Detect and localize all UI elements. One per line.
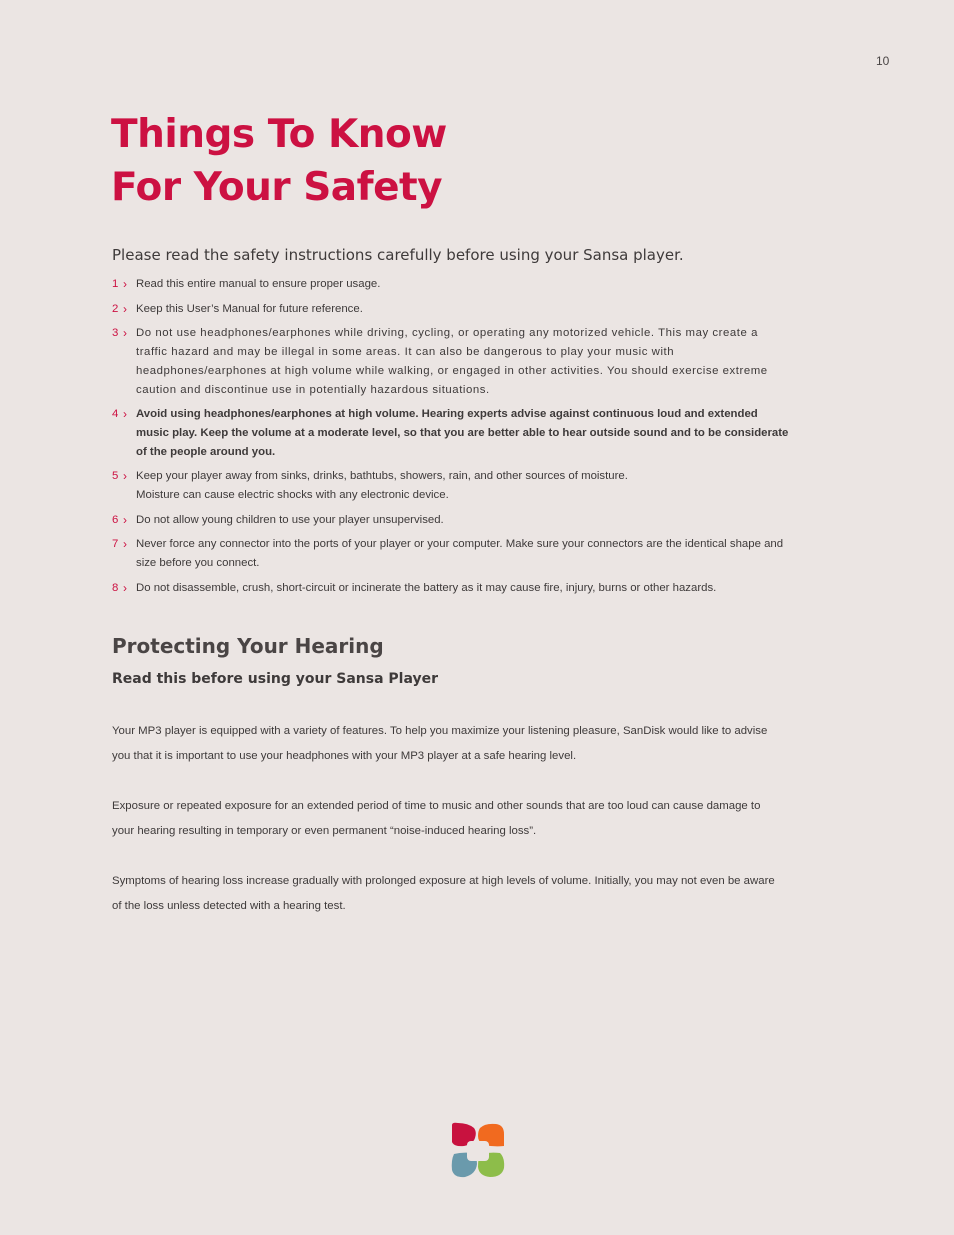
title-line-2: For Your Safety: [111, 165, 443, 210]
list-item: [112, 579, 792, 598]
chevron-right-icon: ›: [123, 512, 127, 527]
title-line-1: Things To Know: [111, 112, 447, 157]
list-item: [112, 535, 792, 572]
list-item: [112, 511, 792, 530]
list-item: [112, 300, 792, 319]
safety-list: [112, 275, 792, 604]
item-number: 2: [112, 302, 119, 315]
page-title: [111, 108, 447, 214]
item-text: Do not allow young children to use your player unsupervised.: [136, 513, 444, 526]
paragraph: Symptoms of hearing loss increase gradually with prolonged exposure at high levels of volume. Initially, you may not even be aware of the loss unless detected with a hearing test.: [112, 875, 775, 912]
paragraph: Exposure or repeated exposure for an extended period of time to music and other sounds that are too loud can cause damage to your hearing resulting in temporary or even permanent “noise-induced hearing loss”.: [112, 800, 761, 837]
item-text: Do not use headphones/earphones while driving, cycling, or operating any motorized vehicle. This may create a traffic hazard and may be illegal in some areas. It can also be dangerous to play your music with headphones/earphones at high volume while walking, or engaged in other activities. You should exercise extreme caution and discontinue use in potentially hazardous situations.: [136, 327, 768, 396]
item-text: Read this entire manual to ensure proper usage.: [136, 278, 381, 290]
item-text: Never force any connector into the ports of your player or your computer. Make sure your connectors are the identical shape and size before you connect.: [136, 538, 784, 570]
item-text-line-1: Keep your player away from sinks, drinks, bathtubs, showers, rain, and other sources of moisture.: [136, 470, 628, 483]
item-number: 3: [112, 327, 119, 340]
paragraph: Your MP3 player is equipped with a variety of features. To help you maximize your listening pleasure, SanDisk would like to advise you that it is important to use your headphones with your MP3 player at a safe hearing level.: [112, 725, 768, 762]
item-text: [136, 467, 792, 504]
chevron-right-icon: ›: [123, 407, 127, 422]
item-number: 6: [112, 513, 119, 526]
list-item: [112, 275, 792, 294]
item-number: 7: [112, 538, 119, 551]
item-number: 1: [112, 278, 119, 290]
section-title: Protecting Your Hearing: [112, 634, 384, 658]
item-text: Do not disassemble, crush, short-circuit or incinerate the battery as it may cause fire, injury, burns or other hazards.: [136, 581, 717, 594]
chevron-right-icon: ›: [123, 277, 127, 291]
chevron-right-icon: ›: [123, 326, 127, 341]
chevron-right-icon: ›: [123, 301, 127, 316]
item-number: 8: [112, 581, 119, 594]
chevron-right-icon: ›: [123, 469, 127, 484]
item-text-line-2: Moisture can cause electric shocks with any electronic device.: [136, 489, 449, 502]
item-number: 5: [112, 470, 119, 483]
sansa-logo-icon: [450, 1122, 510, 1187]
list-item: [112, 324, 792, 399]
logo-center: [467, 1141, 489, 1161]
list-item: [112, 467, 792, 504]
chevron-right-icon: ›: [123, 537, 127, 552]
list-item: [112, 405, 792, 461]
item-number: 4: [112, 408, 119, 421]
page-number: 10: [876, 54, 890, 68]
item-text: Avoid using headphones/earphones at high volume. Hearing experts advise against continuous loud and extended music play. Keep the volume at a moderate level, so that you are better able to hear outside sound and to be considerate of the people around you.: [136, 408, 789, 458]
chevron-right-icon: ›: [123, 580, 127, 595]
intro-text: Please read the safety instructions carefully before using your Sansa player.: [112, 246, 684, 264]
item-text: Keep this User’s Manual for future reference.: [136, 302, 363, 315]
section-subtitle: Read this before using your Sansa Player: [112, 671, 438, 687]
